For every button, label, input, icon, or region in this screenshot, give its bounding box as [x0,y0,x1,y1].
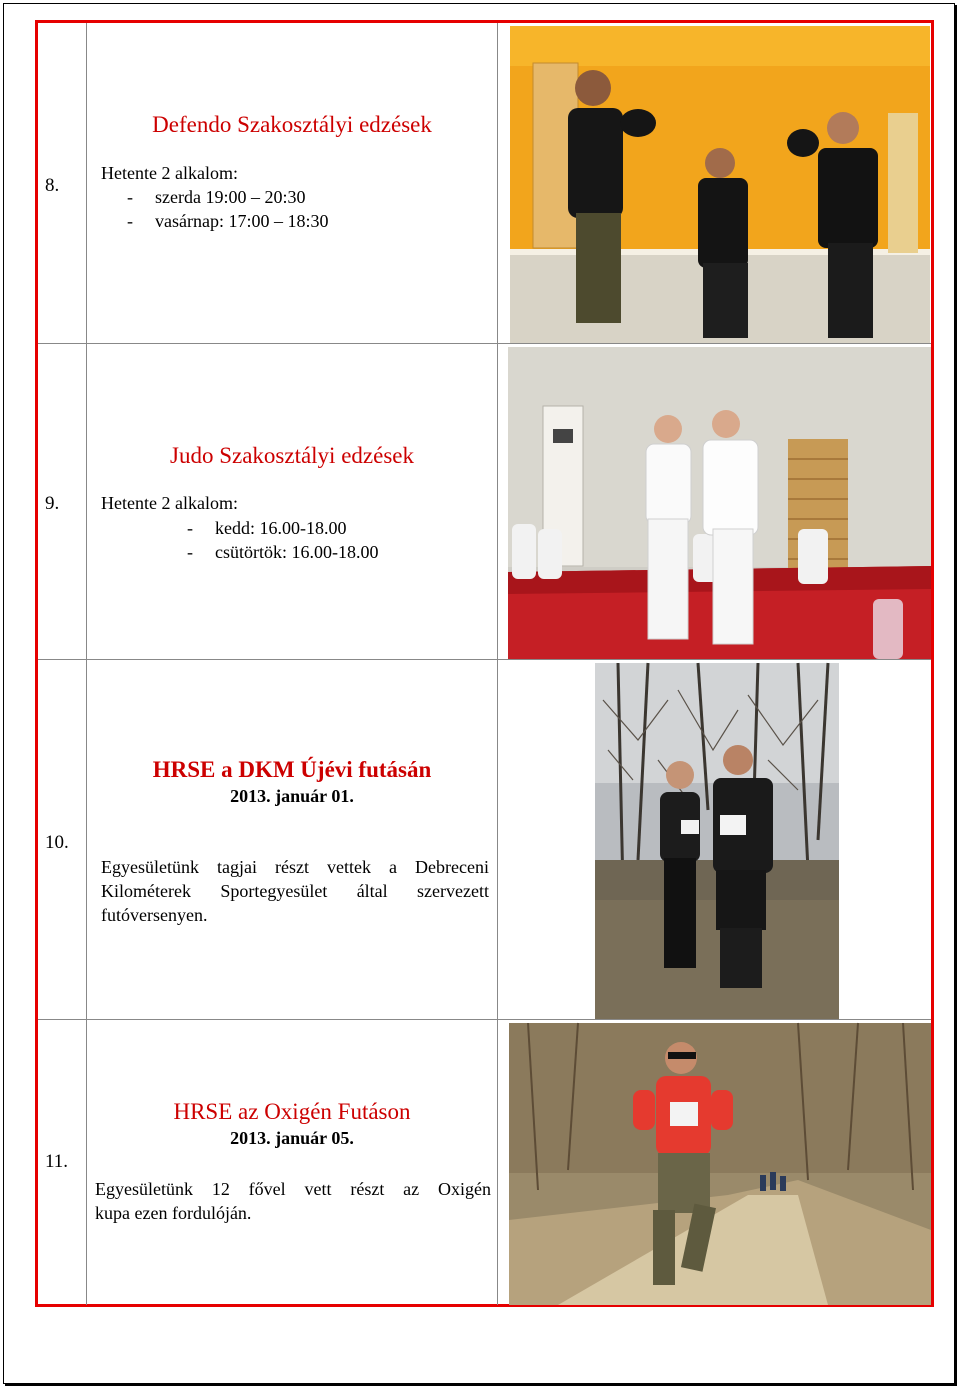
row-number: 10. [45,832,69,853]
events-table [38,23,931,1304]
table-row [38,1019,931,1305]
event-description-line: Kilométerek Sportegyesület által szervezett [101,881,489,901]
table-row [38,343,931,660]
oxygen-run-photo [498,1020,931,1305]
event-title: Defendo Szakosztályi edzések [152,112,432,137]
event-description-line: Egyesületünk tagjai részt vettek a Debreceni [101,857,489,877]
photo-cell [498,1020,931,1305]
event-date: 2013. január 05. [230,1128,354,1148]
photo-cell [498,344,931,660]
row-number-cell [38,660,87,1020]
schedule-item: - kedd: 16.00-18.00 [187,518,347,538]
row-number-cell [38,344,87,660]
schedule-item: - szerda 19:00 – 20:30 [127,187,306,207]
schedule-intro: Hetente 2 alkalom: [101,493,238,513]
photo-cell [498,660,931,1020]
event-date: 2013. január 01. [230,786,354,806]
schedule-item: - csütörtök: 16.00-18.00 [187,542,379,562]
row-number: 11. [45,1151,69,1172]
description-cell [87,23,498,343]
self-defense-training-photo [498,23,931,343]
new-year-run-photo [498,660,931,1020]
schedule-item: - vasárnap: 17:00 – 18:30 [127,211,329,231]
row-number-cell [38,23,87,343]
table-row [38,23,931,343]
event-description-line: Egyesületünk 12 fővel vett részt az Oxigén [95,1179,491,1199]
photo-cell [498,23,931,343]
table-row [38,659,931,1020]
row-number-cell [38,1020,87,1305]
description-cell [87,660,498,1020]
description-cell [87,1020,498,1305]
row-number: 8. [45,175,60,196]
event-title: Judo Szakosztályi edzések [170,443,414,468]
judo-training-photo [498,344,931,660]
row-number: 9. [45,493,60,514]
event-title: HRSE az Oxigén Futáson [173,1099,411,1124]
event-description-line: futóversenyen. [101,905,208,925]
event-title: HRSE a DKM Újévi futásán [152,757,432,782]
description-cell [87,344,498,660]
schedule-intro: Hetente 2 alkalom: [101,163,238,183]
event-description-line: kupa ezen fordulóján. [95,1203,252,1223]
